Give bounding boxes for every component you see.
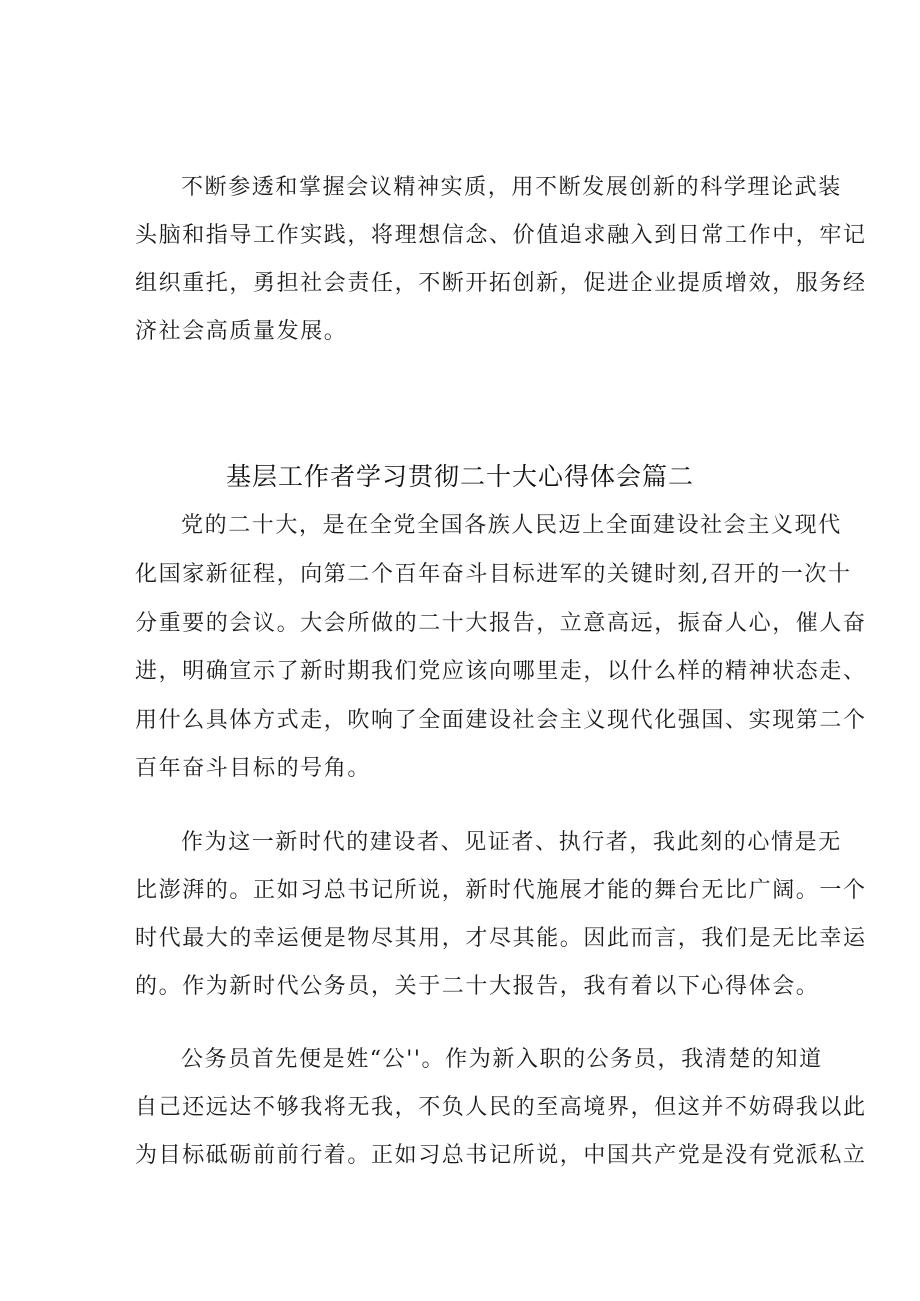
paragraph-3-line-3: 时代最大的幸运便是物尽其用，才尽其能。因此而言，我们是无比幸运: [135, 926, 867, 951]
paragraph-2-line-6: 百年奋斗目标的号角。: [135, 756, 372, 781]
paragraph-3-line-1: 作为这一新时代的建设者、见证者、执行者，我此刻的心情是无: [181, 830, 842, 855]
paragraph-4-line-2: 自己还远达不够我将无我，不负人民的至高境界，但这并不妨碍我以此: [135, 1095, 867, 1120]
paragraph-3-line-4: 的。作为新时代公务员，关于二十大报告，我有着以下心得体会。: [135, 974, 820, 999]
paragraph-1-line-2: 头脑和指导工作实践，将理想信念、价值追求融入到日常工作中，牢记: [135, 223, 867, 248]
paragraph-1-line-1: 不断参透和掌握会议精神实质，用不断发展创新的科学理论武装: [181, 175, 842, 200]
paragraph-4-line-3: 为目标砥砺前前行着。正如习总书记所说，中国共产党是没有党派私立: [135, 1143, 867, 1168]
paragraph-1-line-4: 济社会高质量发展。: [135, 319, 348, 344]
paragraph-2-line-1: 党的二十大，是在全党全国各族人民迈上全面建设社会主义现代: [181, 513, 842, 538]
paragraph-2-line-5: 用什么具体方式走，吹响了全面建设社会主义现代化强国、实现第二个: [135, 708, 867, 733]
paragraph-2-line-2: 化国家新征程，向第二个百年奋斗目标进军的关键时刻,召开的一次十: [135, 562, 852, 587]
paragraph-2-line-3: 分重要的会议。大会所做的二十大报告，立意高远，振奋人心，催人奋: [135, 611, 867, 636]
paragraph-3-line-2: 比澎湃的。正如习总书记所说，新时代施展才能的舞台无比广阔。一个: [135, 878, 867, 903]
section-title: 基层工作者学习贯彻二十大心得体会篇二: [225, 462, 694, 491]
paragraph-2-line-4: 进，明确宣示了新时期我们党应该向哪里走，以什么样的精神状态走、: [135, 659, 867, 684]
paragraph-4-line-1: 公务员首先便是姓“公''。作为新入职的公务员，我清楚的知道: [181, 1047, 823, 1072]
paragraph-1-line-3: 组织重托，勇担社会责任，不断开拓创新，促进企业提质增效，服务经: [135, 271, 867, 296]
